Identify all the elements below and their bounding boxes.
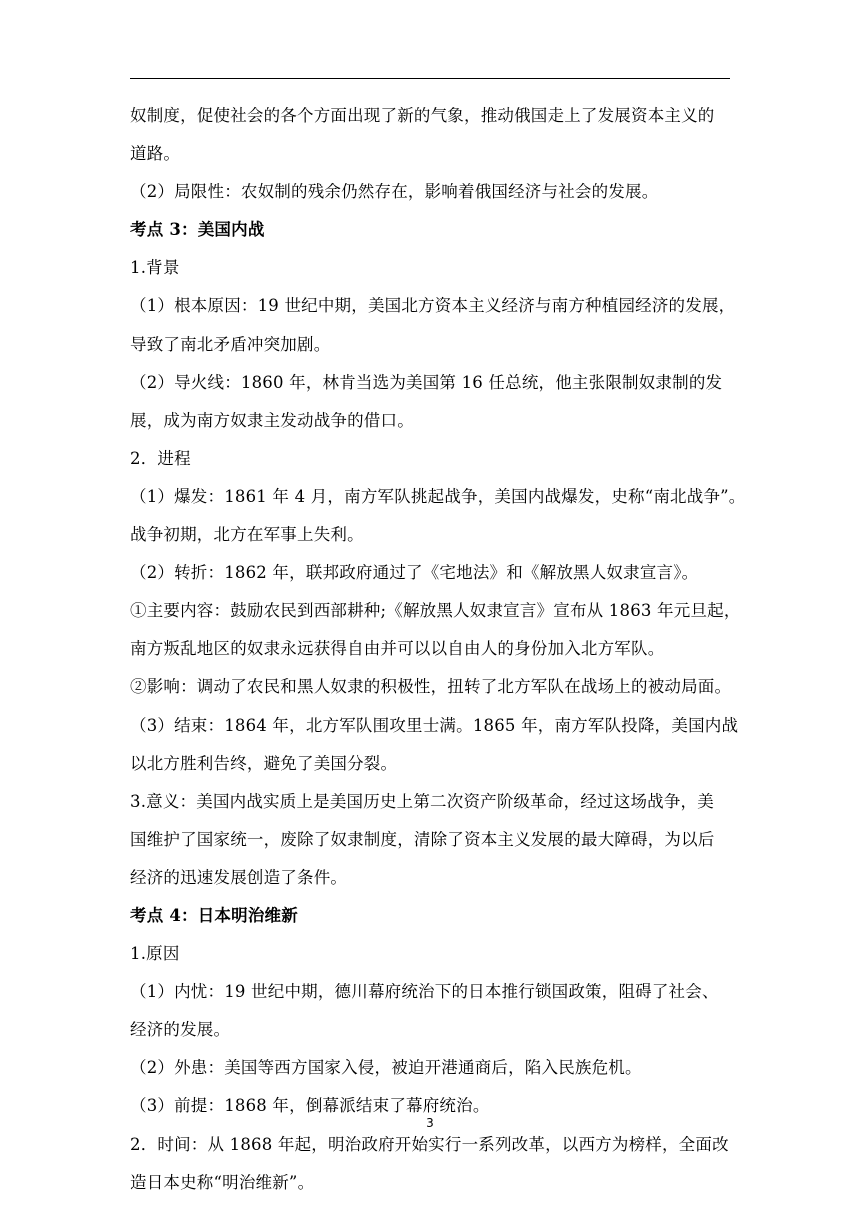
text-line: ②影响：调动了农民和黑人奴隶的积极性，扭转了北方军队在战场上的被动局面。 xyxy=(130,677,732,697)
document-body xyxy=(130,104,746,1209)
text-line: 1.原因 xyxy=(130,944,180,964)
section-heading: 考点 4：日本明治维新 xyxy=(130,905,298,925)
text-line: （2）外患：美国等西方国家入侵，被迫开港通商后，陷入民族危机。 xyxy=(130,1058,642,1078)
text-line: 奴制度，促使社会的各个方面出现了新的气象，推动俄国走上了发展资本主义的 xyxy=(130,106,715,125)
text-line: （2）导火线：1860 年，林肯当选为美国第 16 任总统，他主张限制奴隶制的发 xyxy=(130,372,723,392)
section-heading: 考点 3：美国内战 xyxy=(130,220,265,240)
text-line: （2）转折：1862 年，联邦政府通过了《宅地法》和《解放黑人奴隶宣言》。 xyxy=(130,563,699,583)
text-line: 国维护了国家统一，废除了奴隶制度，清除了资本主义发展的最大障碍，为以后 xyxy=(130,829,715,849)
text-line: 1.背景 xyxy=(130,258,180,278)
text-line: 道路。 xyxy=(130,144,181,164)
text-line: （3）结束：1864 年，北方军队围攻里士满。1865 年，南方军队投降，美国内战 xyxy=(130,715,739,735)
text-line: 以北方胜利告终，避免了美国分裂。 xyxy=(130,753,398,773)
text-line: 经济的发展。 xyxy=(130,1020,231,1040)
text-line: 经济的迅速发展创造了条件。 xyxy=(130,867,348,887)
page-number: 3 xyxy=(426,1116,434,1130)
text-line: （1）爆发：1861 年 4 月，南方军队挑起战争，美国内战爆发，史称“南北战争”。 xyxy=(130,486,746,506)
text-line: 南方叛乱地区的奴隶永远获得自由并可以以自由人的身份加入北方军队。 xyxy=(130,639,665,659)
text-line: 3.意义：美国内战实质上是美国历史上第二次资产阶级革命，经过这场战争，美 xyxy=(130,791,714,811)
text-line: （1）内忧：19 世纪中期，德川幕府统治下的日本推行锁国政策，阻碍了社会、 xyxy=(130,982,719,1002)
text-line: 战争初期，北方在军事上失利。 xyxy=(130,525,364,545)
text-line: ①主要内容：鼓励农民到西部耕种;《解放黑人奴隶宣言》宣布从 1863 年元旦起， xyxy=(130,601,741,621)
text-line: （1）根本原因：19 世纪中期，美国北方资本主义经济与南方种植园经济的发展， xyxy=(130,296,736,316)
text-line: （2）局限性：农奴制的残余仍然存在，影响着俄国经济与社会的发展。 xyxy=(130,182,659,202)
text-line: （3）前提：1868 年，倒幕派结束了幕府统治。 xyxy=(130,1096,490,1116)
text-line: 造日本史称“明治维新”。 xyxy=(130,1172,315,1192)
text-line: 展，成为南方奴隶主发动战争的借口。 xyxy=(130,410,414,430)
text-line: 导致了南北矛盾冲突加剧。 xyxy=(130,334,331,354)
text-line: 2．进程 xyxy=(130,448,191,468)
text-line: 2．时间：从 1868 年起，明治政府开始实行一系列改革，以西方为榜样，全面改 xyxy=(130,1134,729,1154)
header-rule xyxy=(130,78,730,79)
